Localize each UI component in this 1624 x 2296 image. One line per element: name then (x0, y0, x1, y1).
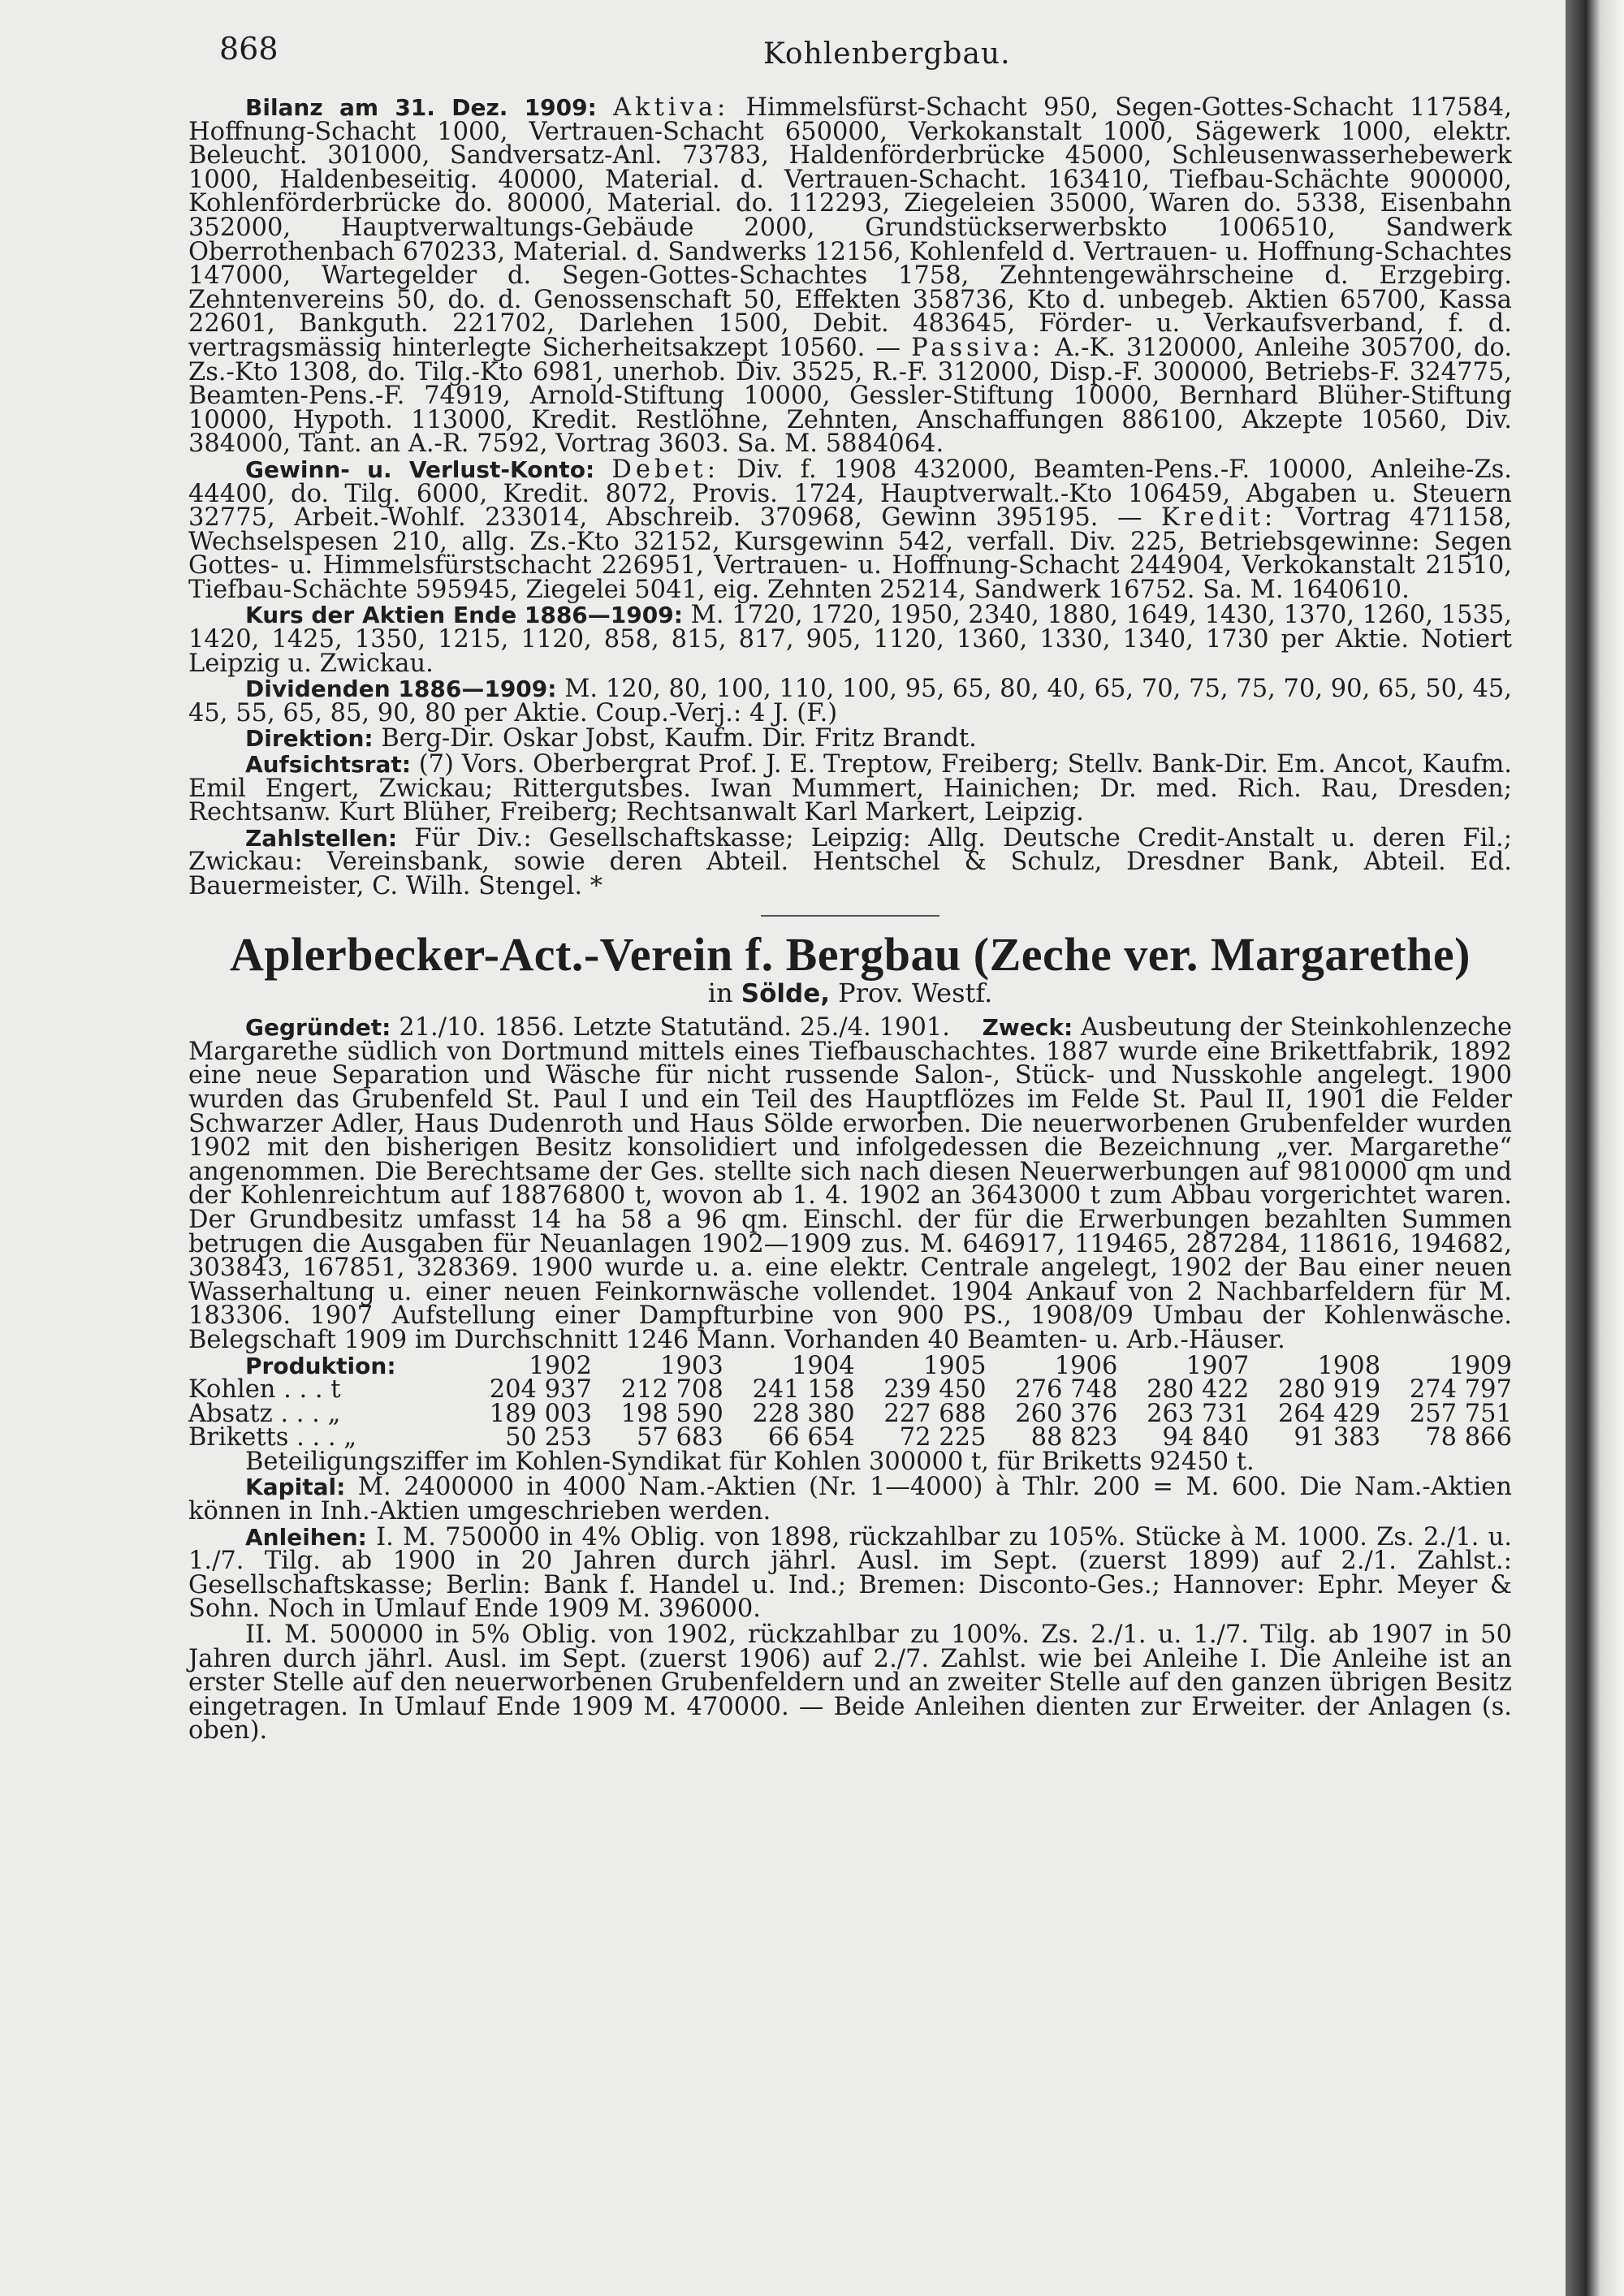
table-cell: 280 919 (1277, 1375, 1381, 1405)
year-cell: 1905 (922, 1351, 987, 1380)
section-divider (761, 915, 939, 917)
kapital-text: M. 2400000 in 4000 Nam.-Aktien (Nr. 1—4000) à Thlr. 200 = M. 600. Die Nam.-Aktien können in Inh.-Aktien umgeschrieben werden. (188, 1473, 1512, 1526)
table-cell: 264 429 (1277, 1399, 1381, 1428)
table-row (188, 1426, 1512, 1450)
kredit-label: Kredit: (1160, 503, 1277, 533)
table-cell: 189 003 (489, 1399, 592, 1428)
kurs-text: M. 1720, 1720, 1950, 2340, 1880, 1649, 1430, 1370, 1260, 1535, 1420, 1425, 1350, 1215, 1120, 858, 815, 817, 905, 1120, 1360, 1330, 1340, 1730 per Aktie. Notiert Leipzig u. Zwickau. (188, 601, 1512, 678)
table-cell: 212 708 (620, 1375, 723, 1405)
produktion-table (188, 1351, 1512, 1452)
table-cell: 280 422 (1147, 1375, 1250, 1405)
table-cell: 263 731 (1147, 1399, 1250, 1428)
table-cell: 88 823 (1030, 1423, 1118, 1452)
table-cell: 227 688 (883, 1399, 987, 1428)
year-cell: 1909 (1449, 1351, 1512, 1380)
gegruendet-label: Gegründet: (245, 1014, 391, 1042)
table-cell: 91 383 (1294, 1423, 1381, 1452)
table-cell: 50 253 (505, 1423, 592, 1452)
guv-label: Gewinn- u. Verlust-Konto: (245, 455, 595, 483)
anleihen-paragraph (188, 1522, 1512, 1624)
table-cell: 239 450 (883, 1375, 987, 1405)
page-number: 868 (219, 31, 279, 67)
table-cell: 260 376 (1015, 1399, 1118, 1428)
aufsichtsrat-text: (7) Vors. Oberbergrat Prof. J. E. Treptow, Freiberg; Stellv. Bank-Dir. Em. Ancot, Kaufm. Emil Engert, Zwickau; Rittergutsbes. Iwan Mummert, Hainichen; Dr. med. Rich. Rau, Dresden; Rechtsanw. Kurt Blüher, Freiberg; Rechtsanwalt Karl Markert, Leipzig. (188, 750, 1512, 827)
row-label: Absatz . . . „ (188, 1399, 341, 1428)
year-cell: 1902 (529, 1351, 592, 1380)
gegruendet-text: 21./10. 1856. Letzte Statutänd. 25./4. 1901. (399, 1013, 950, 1042)
aufsichtsrat-label: Aufsichtsrat: (245, 751, 411, 779)
dividenden-text: M. 120, 80, 100, 110, 100, 95, 65, 80, 40, 65, 70, 75, 75, 70, 90, 65, 50, 45, 45, 55, 65, 85, 90, 80 per Aktie. Coup.-Verj.: 4 J. (F.) (188, 675, 1512, 727)
table-cell: 198 590 (620, 1399, 723, 1428)
zahlstellen-text: Für Div.: Gesellschaftskasse; Leipzig: Allg. Deutsche Credit-Anstalt u. deren Fil.; Zwickau: Vereinsbank, sowie deren Abteil. Hentschel & Schulz, Dresdner Bank, Abteil. Ed. Bauermeister, C. Wilh. Stengel. * (188, 823, 1512, 900)
debet-label: Debet: (611, 455, 719, 484)
table-cell: 276 748 (1015, 1375, 1118, 1405)
year-cell: 1904 (792, 1351, 855, 1380)
table-row (188, 1378, 1512, 1402)
zweck-text: Ausbeutung der Steinkohlenzeche Margarethe südlich von Dortmund mittels eines Tiefbauschachtes. 1887 wurde eine Brikettfabrik, 1892 eine neue Separation und Wäsche für nicht russende Salon-, Stück- und Nusskohle angelegt. 1900 wurden das Grubenfeld St. Paul I und ein Teil des Hauptflözes im Felde St. Paul II, 1901 die Felder Schwarzer Adler, Haus Dudenroth und Haus Sölde erworben. Die neuerworbenen Grubenfelder wurden 1902 mit den bisherigen Besitz konsolidiert und infolgedessen die Bezeichnung „ver. Margarethe“ angenommen. Die Berechtsame der Ges. stellte sich nach diesen Neuerwerbungen auf 9810000 qm und der Kohlenreichtum auf 18876800 t, wovon ab 1. 4. 1902 an 3643000 t zum Abbau vorgerichtet waren. Der Grundbesitz umfasst 14 ha 58 a 96 qm. Einschl. der für die Erwerbungen bezahlten Summen betrugen die Ausgaben für Neuanlagen 1902—1909 zus. M. 646917, 119465, 287284, 118616, 194682, 303843, 167851, 328369. 1900 wurde u. a. eine elektr. Centrale angelegt, 1902 der Bau einer neuen Wasserhaltung u. einer neuen Feinkornwäsche vollendet. 1904 Ankauf von 2 Nachbarfeldern für M. 183306. 1907 Aufstellung einer Dampfturbine von 900 PS., 1908/09 Umbau der Kohlenwäsche. Belegschaft 1909 im Durchschnitt 1246 Mann. Vorhanden 40 Beamten- u. Arb.-Häuser. (188, 1013, 1513, 1354)
location-suffix: Prov. Westf. (838, 977, 993, 1008)
kredit-text: Vortrag 471158, Wechselspesen 210, allg. Zs.-Kto 32152, Kursgewinn 542, verfall. Div. 225, Betriebsgewinne: Segen Gottes- u. Himmelsfürstschacht 226951, Vertrauen- u. Hoffnung-Schacht 244904, Verkokanstalt 21510, Tiefbau-Schächte 595945, Ziegelei 5041, eig. Zehnten 25214, Sandwerk 16752. Sa. M. 1640610. (188, 503, 1513, 604)
bilanz-label: Bilanz am 31. Dez. 1909: (245, 94, 597, 121)
table-cell: 257 751 (1409, 1399, 1512, 1428)
produktion-label: Produktion: (245, 1352, 396, 1379)
year-cell: 1903 (660, 1351, 723, 1380)
zahlstellen-paragraph (188, 823, 1512, 900)
table-cell: 78 866 (1425, 1423, 1512, 1452)
kurs-paragraph (188, 601, 1512, 678)
anleihe-ii-paragraph (188, 1621, 1512, 1746)
kapital-paragraph (188, 1473, 1512, 1526)
beteiligung-text: Beteiligungsziffer im Kohlen-Syndikat für Kohlen 300000 t, für Briketts 92450 t. (245, 1447, 1255, 1476)
table-cell: 274 797 (1409, 1375, 1512, 1405)
debet-text: Div. f. 1908 432000, Beamten-Pens.-F. 10000, Anleihe-Zs. 44400, do. Tilg. 6000, Kredit. 8072, Provis. 1724, Hauptverwalt.-Kto 106459, Abgaben u. Steuern 32775, Arbeit.-Wohlf. 233014, Abschreib. 370968, Gewinn 395195. — (188, 455, 1513, 533)
anleihen-text: I. M. 750000 in 4% Oblig. von 1898, rückzahlbar zu 105%. Stücke à M. 1000. Zs. 2./1. u. 1./7. Tilg. ab 1900 in 20 Jahren durch jährl. Ausl. im Sept. (zuerst 1899) auf 2./1. Zahlst.: Gesellschaftskasse; Berlin: Bank f. Handel u. Ind.; Bremen: Disconto-Ges.; Hannover: Ephr. Meyer & Sohn. Noch in Umlauf Ende 1909 M. 396000. (188, 1522, 1512, 1624)
scan-binding-edge (1566, 0, 1624, 2296)
table-cell: 204 937 (489, 1375, 592, 1405)
dividenden-label: Dividenden 1886—1909: (245, 675, 557, 703)
passiva-label: Passiva: (911, 333, 1045, 362)
direktion-paragraph (188, 724, 1512, 753)
company-location (188, 977, 1512, 1008)
aktiva-label: Aktiva: (613, 93, 730, 122)
guv-paragraph (188, 455, 1513, 604)
kapital-label: Kapital: (245, 1474, 346, 1501)
bilanz-text: Himmelsfürst-Schacht 950, Segen-Gottes-Schacht 117584, Hoffnung-Schacht 1000, Vertrauen-Schacht 650000, Verkokanstalt 1000, Sägewerk 1000, elektr. Beleucht. 301000, Sandversatz-Anl. 73783, Haldenförderbrücke 45000, Schleusenwasserhebewerk 1000, Haldenbeseitig. 40000, Material. d. Vertrauen-Schacht. 163410, Tiefbau-Schächte 900000, Kohlenförderbrücke do. 80000, Material. do. 112293, Ziegeleien 35000, Waren do. 5338, Eisenbahn 352000, Hauptverwaltungs-Gebäude 2000, Grundstückserwerbskto 1006510, Sandwerk Oberrothenbach 670233, Material. d. Sandwerks 12156, Kohlenfeld d. Vertrauen- u. Hoffnung-Schachtes 147000, Wartegelder d. Segen-Gottes-Schachtes 1758, Zehntengewährscheine d. Erzgebirg. Zehntenvereins 50, do. d. Genossenschaft 50, Effekten 358736, Kto d. unbegeb. Aktien 65700, Kassa 22601, Bankguth. 221702, Darlehen 1500, Debit. 483645, Förder- u. Verkaufsverband, f. d. vertragsmässig hinterlegte Sicherheitsakzept 10560. — (188, 93, 1512, 362)
location-prefix: in (707, 977, 733, 1008)
gegruendet-paragraph (188, 1013, 1513, 1354)
table-cell: 72 225 (899, 1423, 987, 1452)
page-header (219, 31, 1502, 71)
direktion-label: Direktion: (245, 725, 374, 753)
table-cell: 228 380 (752, 1399, 855, 1428)
table-row (188, 1402, 1512, 1426)
location-town: Sölde, (741, 978, 830, 1008)
row-label: Briketts . . . „ (188, 1423, 357, 1452)
passiva-text: A.-K. 3120000, Anleihe 305700, do. Zs.-Kto 1308, do. Tilg.-Kto 6981, unerhob. Div. 3525, R.-F. 312000, Disp.-F. 300000, Betriebs-F. 324775, Beamten-Pens.-F. 74919, Arnold-Stiftung 10000, Gessler-Stiftung 10000, Bernhard Blüher-Stiftung 10000, Hypoth. 113000, Kredit. Restlöhne, Zehnten, Anschaffungen 886100, Akzepte 10560, Div. 384000, Tant. an A.-R. 7592, Vortrag 3603. Sa. M. 5884064. (188, 333, 1513, 459)
bilanz-paragraph (188, 93, 1513, 459)
year-cell: 1906 (1054, 1351, 1118, 1380)
dividenden-paragraph (188, 677, 1512, 725)
table-cell: 66 654 (767, 1423, 855, 1452)
table-cell: 94 840 (1162, 1423, 1250, 1452)
zweck-label: Zweck: (982, 1014, 1073, 1042)
direktion-text: Berg-Dir. Oskar Jobst, Kaufm. Dir. Fritz Brandt. (381, 724, 977, 753)
produktion-header-row (188, 1354, 1512, 1379)
table-cell: 241 158 (752, 1375, 855, 1405)
row-label: Kohlen . . . t (188, 1375, 341, 1405)
anleihen-label: Anleihen: (245, 1523, 367, 1551)
year-cell: 1907 (1186, 1351, 1250, 1380)
year-cell: 1908 (1317, 1351, 1381, 1380)
kurs-label: Kurs der Aktien Ende 1886—1909: (245, 602, 683, 629)
aufsichtsrat-paragraph (188, 750, 1512, 827)
company-heading: Aplerbecker-Act.-Verein f. Bergbau (Zeche ver. Margarethe) (230, 927, 1471, 981)
anleihe-ii-text: II. M. 500000 in 5% Oblig. von 1902, rückzahlbar zu 100%. Zs. 2./1. u. 1./7. Tilg. ab 1907 in 50 Jahren durch jährl. Ausl. im Sept. (zuerst 1906) auf 2./7. Zahlst. wie bei Anleihe I. Die Anleihe ist an erster Stelle auf den neuerworbenen Grubenfeldern und an zweiter Stelle auf den ganzen übrigen Besitz eingetragen. In Umlauf Ende 1909 M. 470000. — Beide Anleihen dienten zur Erweiter. der Anlagen (s. oben). (188, 1621, 1512, 1746)
page-content (188, 93, 1513, 1746)
beteiligung-paragraph (188, 1447, 1512, 1476)
zahlstellen-label: Zahlstellen: (245, 824, 398, 852)
running-title: Kohlenbergbau. (763, 37, 1011, 71)
table-cell: 57 683 (637, 1423, 723, 1452)
